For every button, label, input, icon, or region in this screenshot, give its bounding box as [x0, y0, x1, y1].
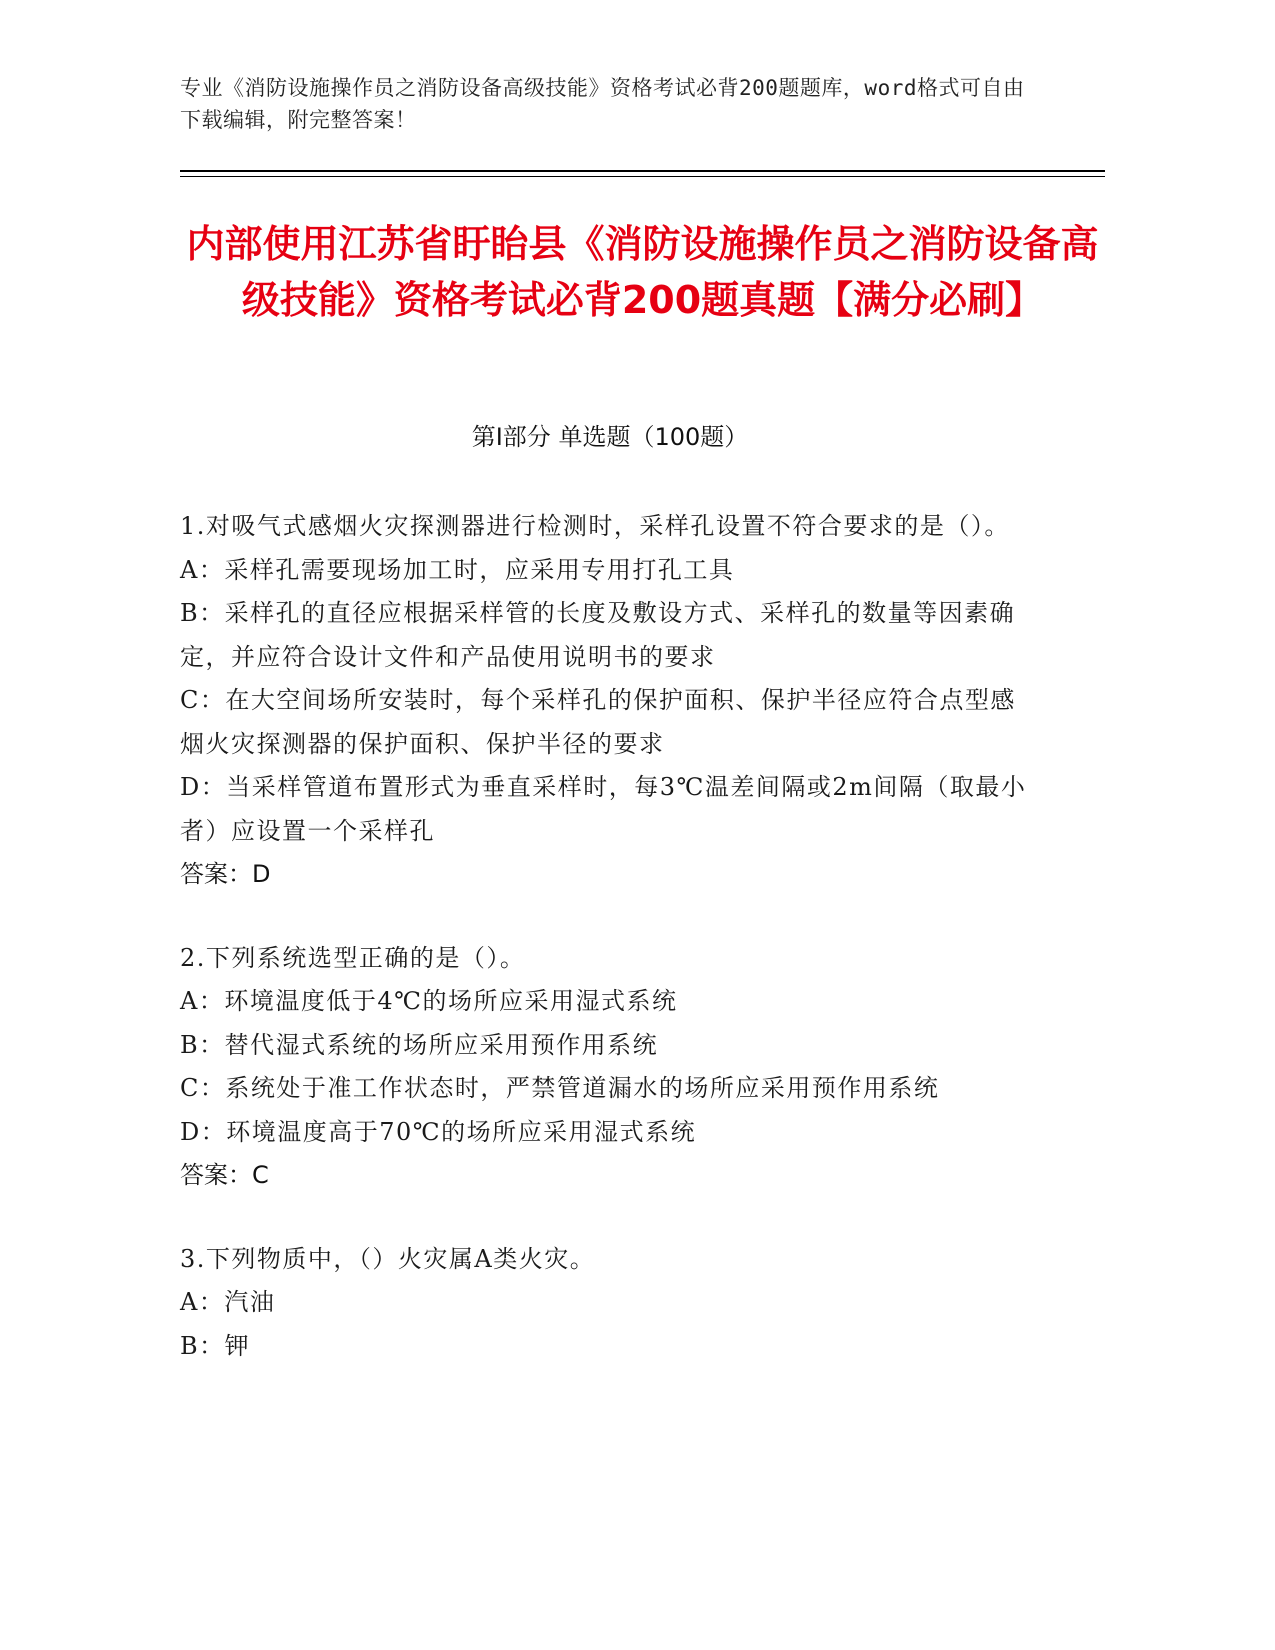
option-b: B：钾 — [180, 1331, 251, 1360]
question-1 — [180, 505, 1035, 897]
question-stem: 3.下列物质中，（）火灾属A类火灾。 — [180, 1244, 596, 1273]
section-heading: 第I部分 单选题（100题） — [471, 423, 749, 451]
question-3 — [180, 1238, 1035, 1369]
answer-line: 答案：D — [180, 860, 271, 888]
header-rule-thin — [180, 176, 1105, 177]
header-note: 专业《消防设施操作员之消防设备高级技能》资格考试必背200题题库，word格式可自由下载编辑，附完整答案！ — [180, 76, 1025, 132]
option-c: C：系统处于准工作状态时，严禁管道漏水的场所应采用预作用系统 — [180, 1074, 940, 1102]
answer-line: 答案：C — [180, 1161, 269, 1189]
question-2 — [180, 937, 1035, 1198]
header-rule-thick — [180, 170, 1105, 172]
option-a: A：汽油 — [180, 1288, 276, 1316]
option-a: A：环境温度低于4℃的场所应采用湿式系统 — [180, 987, 678, 1015]
question-stem: 2.下列系统选型正确的是（）。 — [180, 943, 526, 972]
option-a: A：采样孔需要现场加工时，应采用专用打孔工具 — [180, 555, 735, 584]
option-b: B：替代湿式系统的场所应采用预作用系统 — [180, 1030, 659, 1059]
document-title: 内部使用江苏省盱眙县《消防设施操作员之消防设备高级技能》资格考试必背200题真题【满分必刷】 — [186, 222, 1099, 322]
option-b: B：采样孔的直径应根据采样管的长度及敷设方式、采样孔的数量等因素确定，并应符合设计文件和产品使用说明书的要求 — [180, 599, 1016, 671]
option-d: D：环境温度高于70℃的场所应采用湿式系统 — [180, 1117, 697, 1146]
question-list — [180, 505, 1035, 1408]
option-c: C：在大空间场所安装时，每个采样孔的保护面积、保护半径应符合点型感烟火灾探测器的保护面积、保护半径的要求 — [180, 686, 1016, 758]
question-stem: 1.对吸气式感烟火灾探测器进行检测时，采样孔设置不符合要求的是（）。 — [180, 512, 1010, 540]
option-d: D：当采样管道布置形式为垂直采样时，每3℃温差间隔或2m间隔（取最小者）应设置一个采样孔 — [180, 773, 1027, 845]
